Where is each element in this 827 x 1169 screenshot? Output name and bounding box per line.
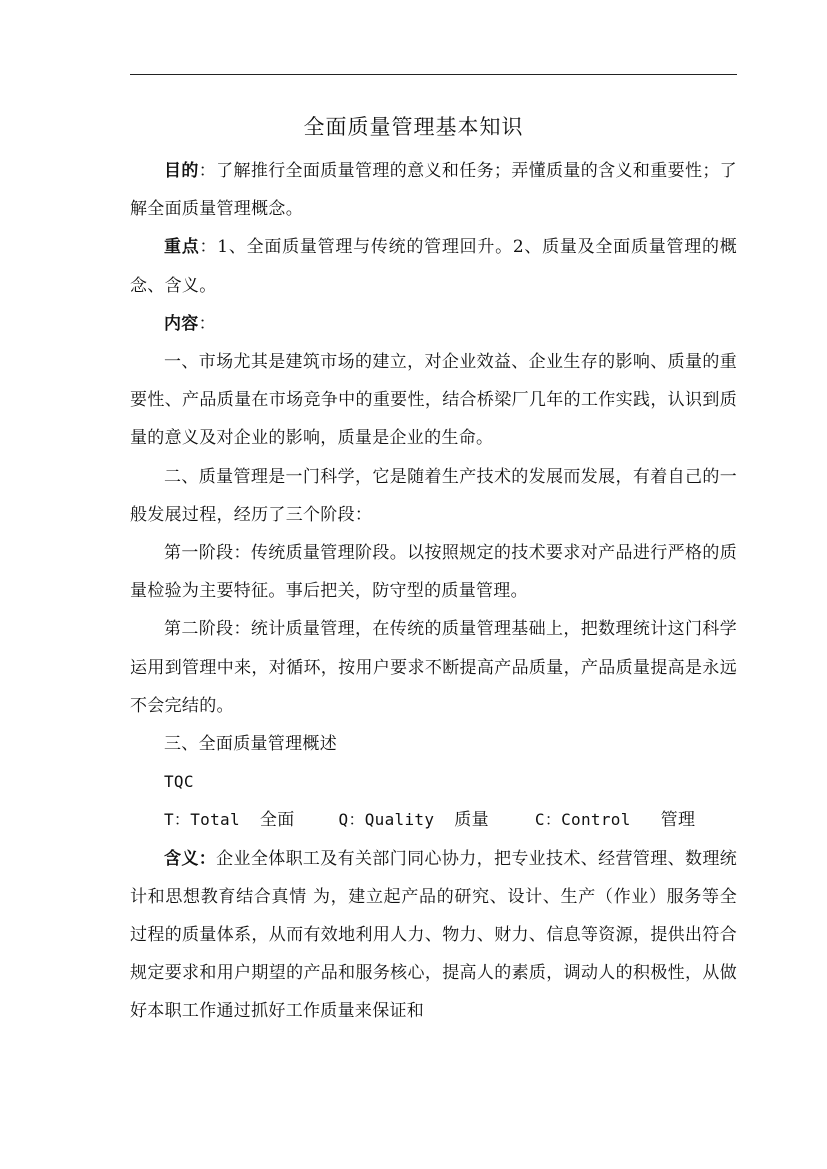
- tqc-q-term: Q：Quality: [338, 810, 435, 830]
- keypoints-label: 重点: [164, 237, 200, 258]
- tqc-q-cn: 质量: [454, 810, 489, 831]
- document-title: 全面质量管理基本知识: [303, 115, 524, 139]
- objective-paragraph: [130, 152, 737, 228]
- keypoints-paragraph: [130, 228, 737, 304]
- content-label: 内容: [164, 313, 199, 334]
- tqc-t-cn: 全面: [259, 810, 295, 831]
- tqc-definition-line: [130, 801, 737, 839]
- tqc-abbreviation: [130, 763, 737, 801]
- paragraph-market: 一、市场尤其是建筑市场的建立，对企业效益、企业生存的影响、质量的重要性、产品质量在市场竞争中的重要性，结合桥梁厂几年的工作实践，认识到质量的意义及对企业的影响，质量是企业的生命。: [130, 352, 737, 449]
- content-heading: [130, 305, 737, 343]
- tqc-t-term: T：Total: [164, 810, 240, 830]
- tqc-c-cn: 管理: [660, 810, 696, 831]
- meaning-text: 企业全体职工及有关部门同心协力，把专业技术、经营管理、数理统计和思想教育结合真情 为，建立起产品的研究、设计、生产（作业）服务等全过程的质量体系，从而有效地利用人力、物力、财力、信息等资源，提供出符合规定要求和用户期望的产品和服务核心，提高人的素质，调动人的积极性，从做好本职工作通过抓好工作质量来保证和: [130, 848, 738, 1022]
- document-body: [130, 152, 737, 1031]
- objective-label: 目的: [164, 161, 199, 181]
- paragraph-stage-one: 第一阶段：传统质量管理阶段。以按照规定的技术要求对产品进行严格的质量检验为主要特征。事后把关，防守型的质量管理。: [130, 543, 737, 602]
- content-colon: ：: [198, 313, 216, 334]
- tqc-c-term: C：Control: [534, 810, 631, 830]
- objective-text: ：了解推行全面质量管理的意义和任务；弄懂质量的含义和重要性；了解全面质量管理概念。: [130, 161, 737, 220]
- meaning-paragraph: [130, 840, 737, 1031]
- meaning-label: 含义：: [164, 848, 217, 869]
- paragraph-stage-two: 第二阶段：统计质量管理，在传统的质量管理基础上，把数理统计这门科学运用到管理中来，对循环，按用户要求不断提高产品质量，产品质量提高是永远不会完结的。: [130, 619, 737, 716]
- keypoints-text: ：1、全面质量管理与传统的管理回升。2、质量及全面质量管理的概念、含义。: [130, 237, 737, 296]
- paragraph-science: 二、质量管理是一门科学，它是随着生产技术的发展而发展，有着自己的一般发展过程，经历了三个阶段：: [130, 466, 737, 525]
- paragraph-tqm-overview: 三、全面质量管理概述: [164, 734, 337, 755]
- tqc-abbr: TQC: [164, 772, 194, 792]
- header-rule: [130, 74, 737, 75]
